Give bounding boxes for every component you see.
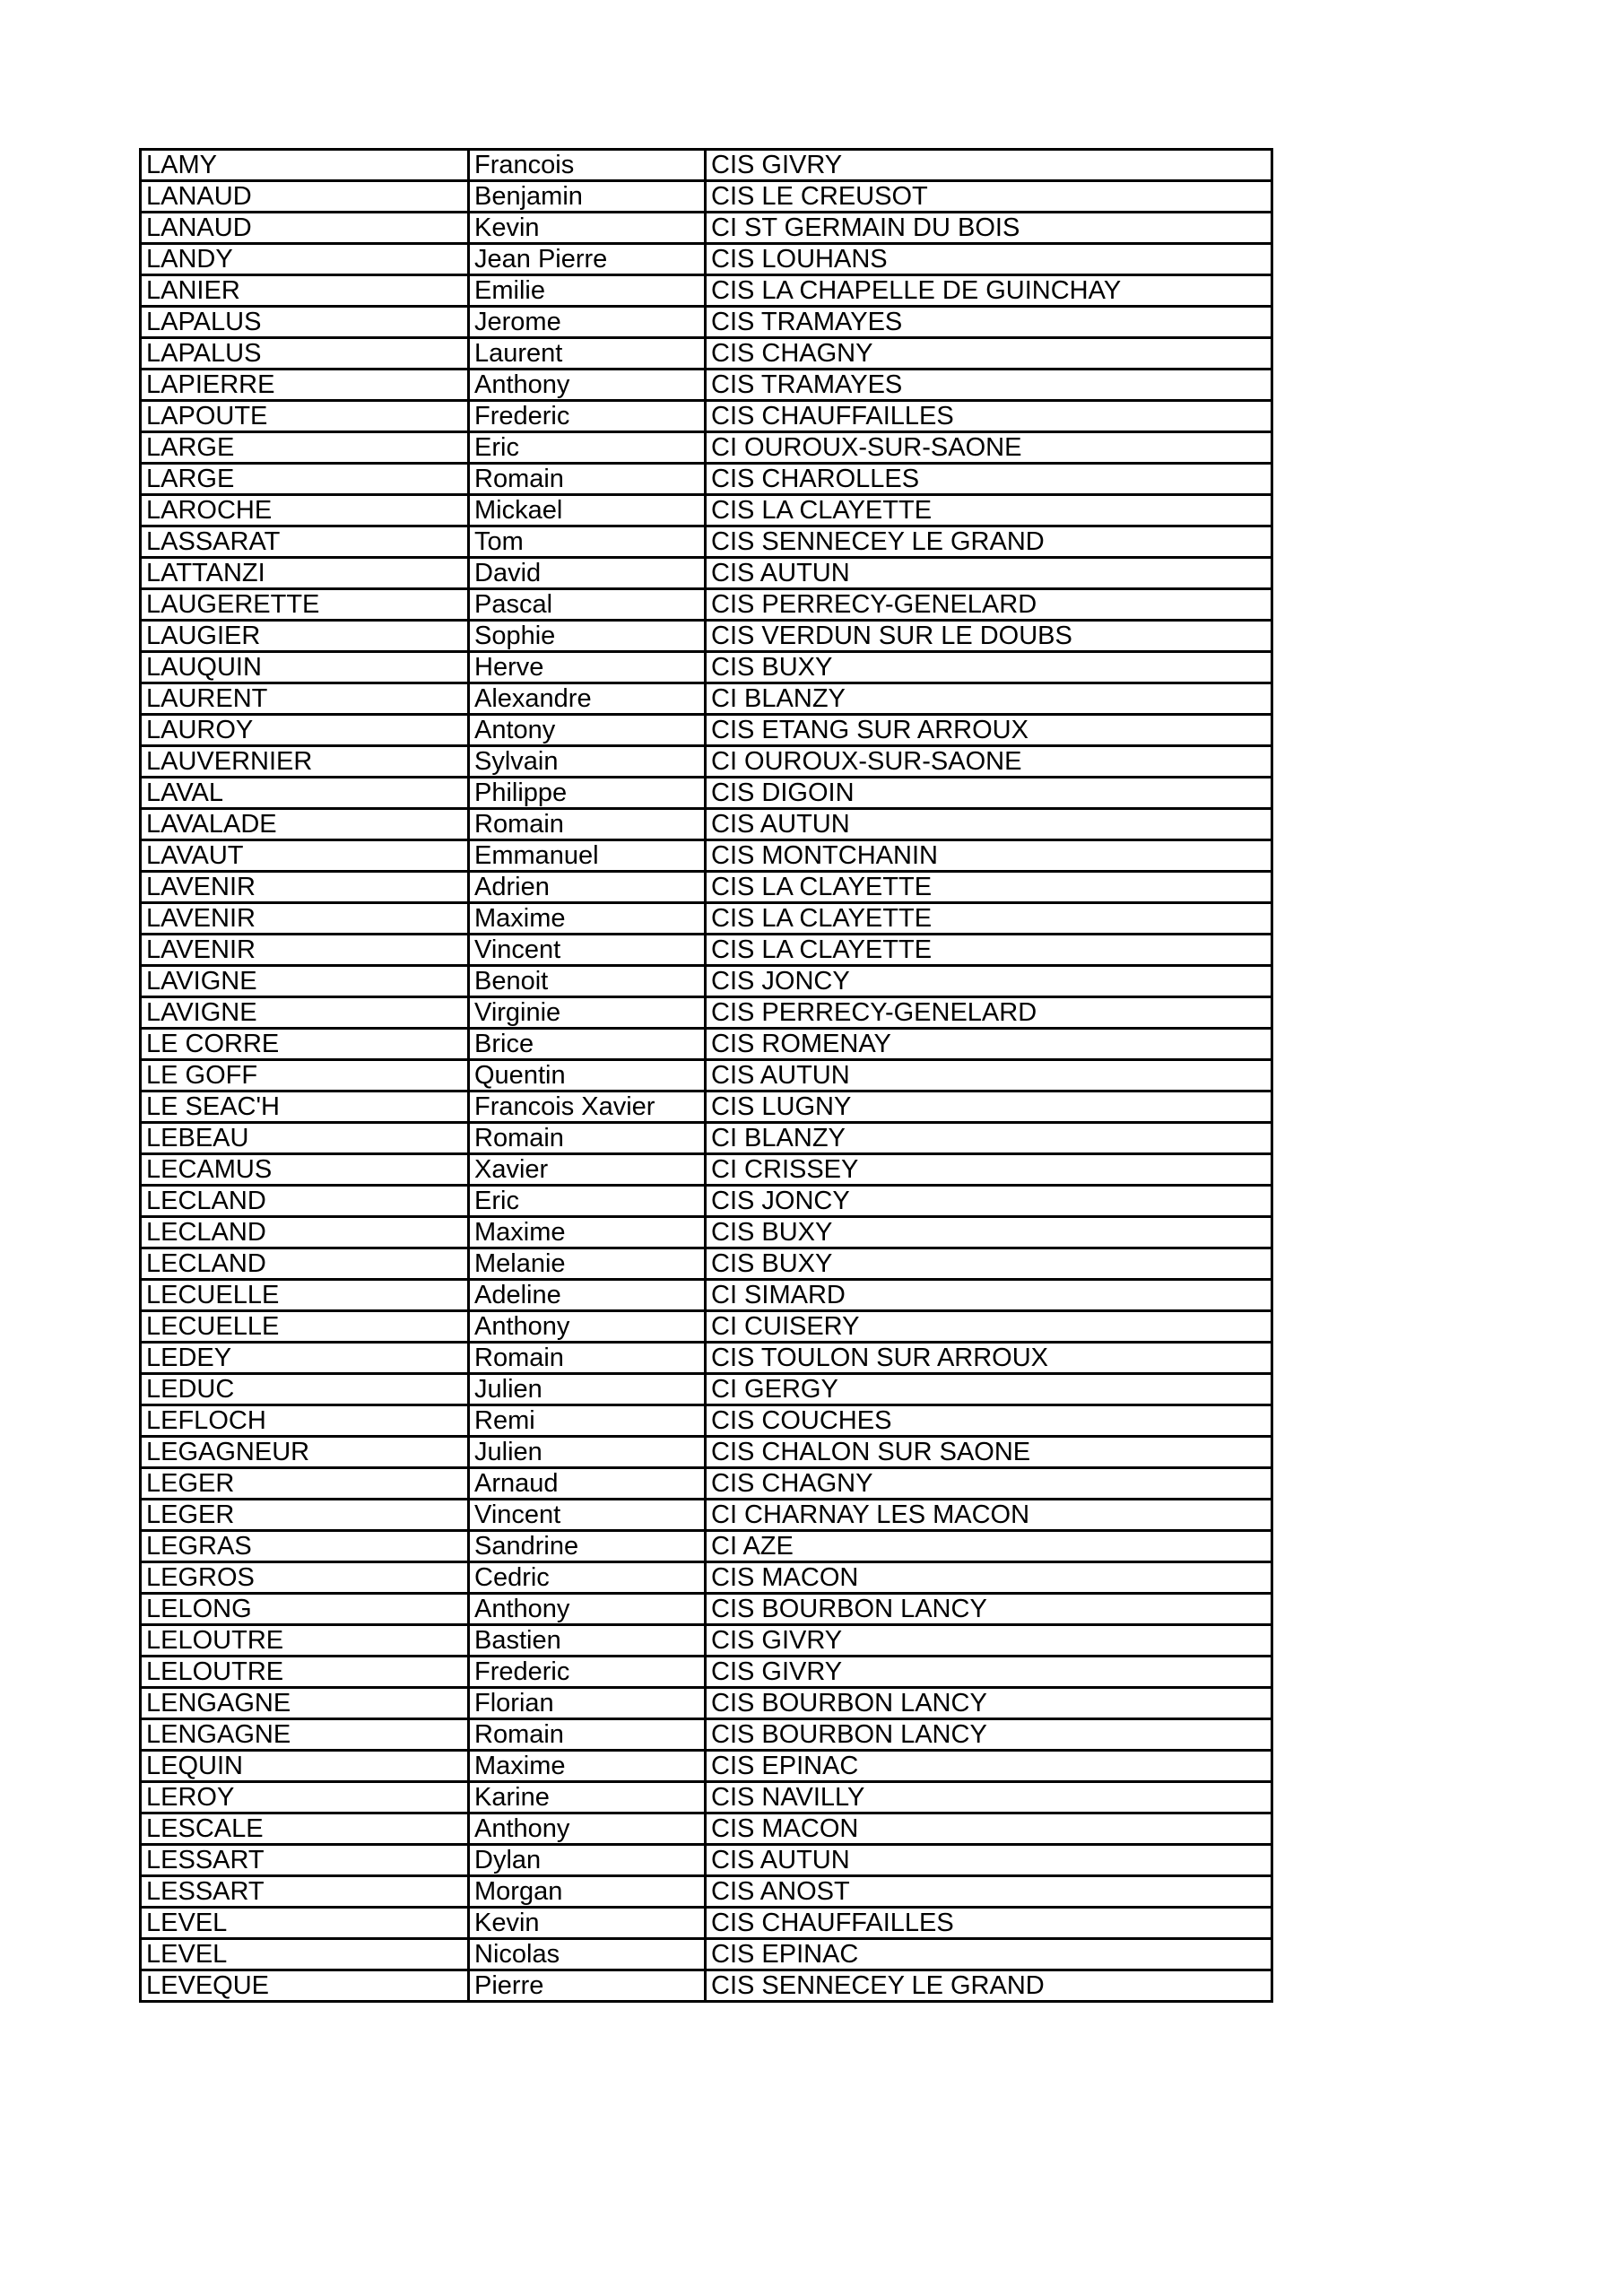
last-name-cell: LEDUC xyxy=(141,1374,469,1405)
unit-cell: CIS CHAGNY xyxy=(706,1468,1272,1500)
unit-cell: CI OUROUX-SUR-SAONE xyxy=(706,432,1272,464)
table-row xyxy=(141,903,1272,935)
last-name-cell: LEGAGNEUR xyxy=(141,1437,469,1468)
table-row xyxy=(141,526,1272,558)
unit-cell: CIS EPINAC xyxy=(706,1751,1272,1782)
last-name-cell: LENGAGNE xyxy=(141,1719,469,1751)
first-name-cell: Adrien xyxy=(469,872,706,903)
table-row xyxy=(141,1657,1272,1688)
unit-cell: CIS VERDUN SUR LE DOUBS xyxy=(706,621,1272,652)
last-name-cell: LAURENT xyxy=(141,683,469,715)
table-row xyxy=(141,1594,1272,1625)
first-name-cell: Romain xyxy=(469,464,706,495)
unit-cell: CIS TRAMAYES xyxy=(706,307,1272,338)
unit-cell: CIS AUTUN xyxy=(706,1845,1272,1876)
unit-cell: CIS LA CLAYETTE xyxy=(706,872,1272,903)
table-row xyxy=(141,966,1272,997)
unit-cell: CI OUROUX-SUR-SAONE xyxy=(706,746,1272,778)
first-name-cell: Brice xyxy=(469,1029,706,1060)
first-name-cell: Maxime xyxy=(469,1751,706,1782)
table-row xyxy=(141,432,1272,464)
table-row xyxy=(141,809,1272,840)
unit-cell: CIS LE CREUSOT xyxy=(706,181,1272,213)
unit-cell: CIS CHAGNY xyxy=(706,338,1272,370)
unit-cell: CIS JONCY xyxy=(706,1186,1272,1217)
first-name-cell: Frederic xyxy=(469,1657,706,1688)
unit-cell: CIS ANOST xyxy=(706,1876,1272,1908)
table-row xyxy=(141,1123,1272,1154)
last-name-cell: LARGE xyxy=(141,432,469,464)
unit-cell: CIS LA CLAYETTE xyxy=(706,903,1272,935)
table-row xyxy=(141,1688,1272,1719)
unit-cell: CIS GIVRY xyxy=(706,1625,1272,1657)
table-row xyxy=(141,1719,1272,1751)
first-name-cell: Romain xyxy=(469,1123,706,1154)
last-name-cell: LAPIERRE xyxy=(141,370,469,401)
table-row xyxy=(141,1217,1272,1248)
last-name-cell: LEGER xyxy=(141,1500,469,1531)
last-name-cell: LEFLOCH xyxy=(141,1405,469,1437)
first-name-cell: Dylan xyxy=(469,1845,706,1876)
unit-cell: CI CUISERY xyxy=(706,1311,1272,1343)
unit-cell: CIS MACON xyxy=(706,1813,1272,1845)
first-name-cell: Nicolas xyxy=(469,1939,706,1970)
table-row xyxy=(141,872,1272,903)
first-name-cell: Sylvain xyxy=(469,746,706,778)
last-name-cell: LELOUTRE xyxy=(141,1625,469,1657)
last-name-cell: LEBEAU xyxy=(141,1123,469,1154)
table-row xyxy=(141,181,1272,213)
unit-cell: CIS AUTUN xyxy=(706,809,1272,840)
last-name-cell: LAPOUTE xyxy=(141,401,469,432)
unit-cell: CI ST GERMAIN DU BOIS xyxy=(706,213,1272,244)
first-name-cell: Kevin xyxy=(469,1908,706,1939)
table-row xyxy=(141,275,1272,307)
last-name-cell: LAPALUS xyxy=(141,338,469,370)
last-name-cell: LEVEL xyxy=(141,1939,469,1970)
first-name-cell: Laurent xyxy=(469,338,706,370)
first-name-cell: Kevin xyxy=(469,213,706,244)
last-name-cell: LECUELLE xyxy=(141,1311,469,1343)
table-row xyxy=(141,495,1272,526)
first-name-cell: Bastien xyxy=(469,1625,706,1657)
first-name-cell: Romain xyxy=(469,1343,706,1374)
table-row xyxy=(141,589,1272,621)
last-name-cell: LEVEQUE xyxy=(141,1970,469,2002)
first-name-cell: Anthony xyxy=(469,1594,706,1625)
unit-cell: CIS TRAMAYES xyxy=(706,370,1272,401)
last-name-cell: LATTANZI xyxy=(141,558,469,589)
table-row xyxy=(141,1343,1272,1374)
table-row xyxy=(141,150,1272,181)
unit-cell: CIS MONTCHANIN xyxy=(706,840,1272,872)
first-name-cell: David xyxy=(469,558,706,589)
first-name-cell: Julien xyxy=(469,1374,706,1405)
last-name-cell: LAUGERETTE xyxy=(141,589,469,621)
unit-cell: CIS ROMENAY xyxy=(706,1029,1272,1060)
unit-cell: CIS CHALON SUR SAONE xyxy=(706,1437,1272,1468)
table-row xyxy=(141,621,1272,652)
last-name-cell: LENGAGNE xyxy=(141,1688,469,1719)
first-name-cell: Adeline xyxy=(469,1280,706,1311)
unit-cell: CIS BOURBON LANCY xyxy=(706,1688,1272,1719)
table-row xyxy=(141,935,1272,966)
first-name-cell: Francois xyxy=(469,150,706,181)
table-row xyxy=(141,1374,1272,1405)
last-name-cell: LAVENIR xyxy=(141,935,469,966)
table-row xyxy=(141,1405,1272,1437)
unit-cell: CIS MACON xyxy=(706,1562,1272,1594)
unit-cell: CIS AUTUN xyxy=(706,558,1272,589)
first-name-cell: Sophie xyxy=(469,621,706,652)
first-name-cell: Quentin xyxy=(469,1060,706,1091)
first-name-cell: Karine xyxy=(469,1782,706,1813)
table-row xyxy=(141,558,1272,589)
table-row xyxy=(141,244,1272,275)
table-row xyxy=(141,1060,1272,1091)
table-row xyxy=(141,1845,1272,1876)
unit-cell: CIS GIVRY xyxy=(706,1657,1272,1688)
first-name-cell: Anthony xyxy=(469,1311,706,1343)
unit-cell: CIS LA CLAYETTE xyxy=(706,495,1272,526)
table-row xyxy=(141,683,1272,715)
last-name-cell: LAVALADE xyxy=(141,809,469,840)
first-name-cell: Pierre xyxy=(469,1970,706,2002)
unit-cell: CI AZE xyxy=(706,1531,1272,1562)
last-name-cell: LECUELLE xyxy=(141,1280,469,1311)
unit-cell: CIS EPINAC xyxy=(706,1939,1272,1970)
first-name-cell: Emmanuel xyxy=(469,840,706,872)
last-name-cell: LAVIGNE xyxy=(141,997,469,1029)
first-name-cell: Melanie xyxy=(469,1248,706,1280)
table-row xyxy=(141,778,1272,809)
last-name-cell: LECLAND xyxy=(141,1248,469,1280)
last-name-cell: LANAUD xyxy=(141,181,469,213)
unit-cell: CI GERGY xyxy=(706,1374,1272,1405)
first-name-cell: Tom xyxy=(469,526,706,558)
table-row xyxy=(141,338,1272,370)
table-row xyxy=(141,652,1272,683)
unit-cell: CIS ETANG SUR ARROUX xyxy=(706,715,1272,746)
table-row xyxy=(141,1782,1272,1813)
unit-cell: CI SIMARD xyxy=(706,1280,1272,1311)
table-row xyxy=(141,464,1272,495)
unit-cell: CIS LA CLAYETTE xyxy=(706,935,1272,966)
unit-cell: CIS COUCHES xyxy=(706,1405,1272,1437)
table-row xyxy=(141,370,1272,401)
table-row xyxy=(141,1186,1272,1217)
unit-cell: CIS BUXY xyxy=(706,1248,1272,1280)
last-name-cell: LASSARAT xyxy=(141,526,469,558)
last-name-cell: LE GOFF xyxy=(141,1060,469,1091)
last-name-cell: LESCALE xyxy=(141,1813,469,1845)
last-name-cell: LE SEAC'H xyxy=(141,1091,469,1123)
table-row xyxy=(141,1970,1272,2002)
table-row xyxy=(141,1813,1272,1845)
last-name-cell: LAVENIR xyxy=(141,872,469,903)
first-name-cell: Maxime xyxy=(469,903,706,935)
roster-body xyxy=(141,150,1272,2002)
unit-cell: CIS AUTUN xyxy=(706,1060,1272,1091)
last-name-cell: LELOUTRE xyxy=(141,1657,469,1688)
unit-cell: CIS BOURBON LANCY xyxy=(706,1594,1272,1625)
table-row xyxy=(141,1091,1272,1123)
table-row xyxy=(141,213,1272,244)
table-row xyxy=(141,1248,1272,1280)
unit-cell: CIS BOURBON LANCY xyxy=(706,1719,1272,1751)
last-name-cell: LEGROS xyxy=(141,1562,469,1594)
last-name-cell: LEVEL xyxy=(141,1908,469,1939)
first-name-cell: Anthony xyxy=(469,370,706,401)
last-name-cell: LAROCHE xyxy=(141,495,469,526)
last-name-cell: LESSART xyxy=(141,1876,469,1908)
unit-cell: CIS PERRECY-GENELARD xyxy=(706,589,1272,621)
first-name-cell: Florian xyxy=(469,1688,706,1719)
table-row xyxy=(141,1531,1272,1562)
unit-cell: CI BLANZY xyxy=(706,683,1272,715)
unit-cell: CIS BUXY xyxy=(706,1217,1272,1248)
table-row xyxy=(141,997,1272,1029)
unit-cell: CIS CHAROLLES xyxy=(706,464,1272,495)
unit-cell: CIS GIVRY xyxy=(706,150,1272,181)
table-row xyxy=(141,746,1272,778)
first-name-cell: Alexandre xyxy=(469,683,706,715)
table-row xyxy=(141,1280,1272,1311)
first-name-cell: Virginie xyxy=(469,997,706,1029)
table-row xyxy=(141,1468,1272,1500)
unit-cell: CIS NAVILLY xyxy=(706,1782,1272,1813)
last-name-cell: LAVENIR xyxy=(141,903,469,935)
last-name-cell: LAUVERNIER xyxy=(141,746,469,778)
table-row xyxy=(141,1751,1272,1782)
last-name-cell: LAPALUS xyxy=(141,307,469,338)
first-name-cell: Eric xyxy=(469,432,706,464)
first-name-cell: Pascal xyxy=(469,589,706,621)
unit-cell: CIS CHAUFFAILLES xyxy=(706,401,1272,432)
first-name-cell: Philippe xyxy=(469,778,706,809)
last-name-cell: LEDEY xyxy=(141,1343,469,1374)
unit-cell: CI BLANZY xyxy=(706,1123,1272,1154)
table-row xyxy=(141,1939,1272,1970)
first-name-cell: Morgan xyxy=(469,1876,706,1908)
last-name-cell: LEROY xyxy=(141,1782,469,1813)
first-name-cell: Romain xyxy=(469,809,706,840)
roster-table xyxy=(139,148,1273,2003)
unit-cell: CIS LUGNY xyxy=(706,1091,1272,1123)
first-name-cell: Herve xyxy=(469,652,706,683)
unit-cell: CIS SENNECEY LE GRAND xyxy=(706,526,1272,558)
table-row xyxy=(141,1625,1272,1657)
table-row xyxy=(141,1876,1272,1908)
table-row xyxy=(141,307,1272,338)
last-name-cell: LEGRAS xyxy=(141,1531,469,1562)
first-name-cell: Vincent xyxy=(469,935,706,966)
first-name-cell: Remi xyxy=(469,1405,706,1437)
first-name-cell: Vincent xyxy=(469,1500,706,1531)
unit-cell: CIS PERRECY-GENELARD xyxy=(706,997,1272,1029)
first-name-cell: Anthony xyxy=(469,1813,706,1845)
unit-cell: CIS CHAUFFAILLES xyxy=(706,1908,1272,1939)
last-name-cell: LEQUIN xyxy=(141,1751,469,1782)
last-name-cell: LECAMUS xyxy=(141,1154,469,1186)
last-name-cell: LAMY xyxy=(141,150,469,181)
first-name-cell: Benoit xyxy=(469,966,706,997)
last-name-cell: LAUGIER xyxy=(141,621,469,652)
first-name-cell: Eric xyxy=(469,1186,706,1217)
unit-cell: CI CRISSEY xyxy=(706,1154,1272,1186)
first-name-cell: Sandrine xyxy=(469,1531,706,1562)
first-name-cell: Xavier xyxy=(469,1154,706,1186)
last-name-cell: LESSART xyxy=(141,1845,469,1876)
last-name-cell: LAVAUT xyxy=(141,840,469,872)
unit-cell: CIS SENNECEY LE GRAND xyxy=(706,1970,1272,2002)
last-name-cell: LANIER xyxy=(141,275,469,307)
last-name-cell: LAVAL xyxy=(141,778,469,809)
last-name-cell: LAVIGNE xyxy=(141,966,469,997)
table-row xyxy=(141,1908,1272,1939)
table-row xyxy=(141,401,1272,432)
table-row xyxy=(141,1029,1272,1060)
last-name-cell: LAUROY xyxy=(141,715,469,746)
first-name-cell: Arnaud xyxy=(469,1468,706,1500)
last-name-cell: LAUQUIN xyxy=(141,652,469,683)
last-name-cell: LARGE xyxy=(141,464,469,495)
first-name-cell: Maxime xyxy=(469,1217,706,1248)
unit-cell: CIS LOUHANS xyxy=(706,244,1272,275)
last-name-cell: LELONG xyxy=(141,1594,469,1625)
unit-cell: CIS LA CHAPELLE DE GUINCHAY xyxy=(706,275,1272,307)
unit-cell: CIS JONCY xyxy=(706,966,1272,997)
table-row xyxy=(141,715,1272,746)
first-name-cell: Benjamin xyxy=(469,181,706,213)
last-name-cell: LECLAND xyxy=(141,1217,469,1248)
table-row xyxy=(141,1562,1272,1594)
table-row xyxy=(141,1500,1272,1531)
first-name-cell: Jerome xyxy=(469,307,706,338)
table-row xyxy=(141,840,1272,872)
unit-cell: CIS BUXY xyxy=(706,652,1272,683)
last-name-cell: LANDY xyxy=(141,244,469,275)
unit-cell: CIS TOULON SUR ARROUX xyxy=(706,1343,1272,1374)
first-name-cell: Julien xyxy=(469,1437,706,1468)
last-name-cell: LEGER xyxy=(141,1468,469,1500)
table-row xyxy=(141,1437,1272,1468)
last-name-cell: LANAUD xyxy=(141,213,469,244)
first-name-cell: Romain xyxy=(469,1719,706,1751)
first-name-cell: Francois Xavier xyxy=(469,1091,706,1123)
table-row xyxy=(141,1311,1272,1343)
first-name-cell: Mickael xyxy=(469,495,706,526)
first-name-cell: Cedric xyxy=(469,1562,706,1594)
table-row xyxy=(141,1154,1272,1186)
unit-cell: CIS DIGOIN xyxy=(706,778,1272,809)
last-name-cell: LECLAND xyxy=(141,1186,469,1217)
unit-cell: CI CHARNAY LES MACON xyxy=(706,1500,1272,1531)
first-name-cell: Jean Pierre xyxy=(469,244,706,275)
first-name-cell: Emilie xyxy=(469,275,706,307)
first-name-cell: Frederic xyxy=(469,401,706,432)
last-name-cell: LE CORRE xyxy=(141,1029,469,1060)
first-name-cell: Antony xyxy=(469,715,706,746)
